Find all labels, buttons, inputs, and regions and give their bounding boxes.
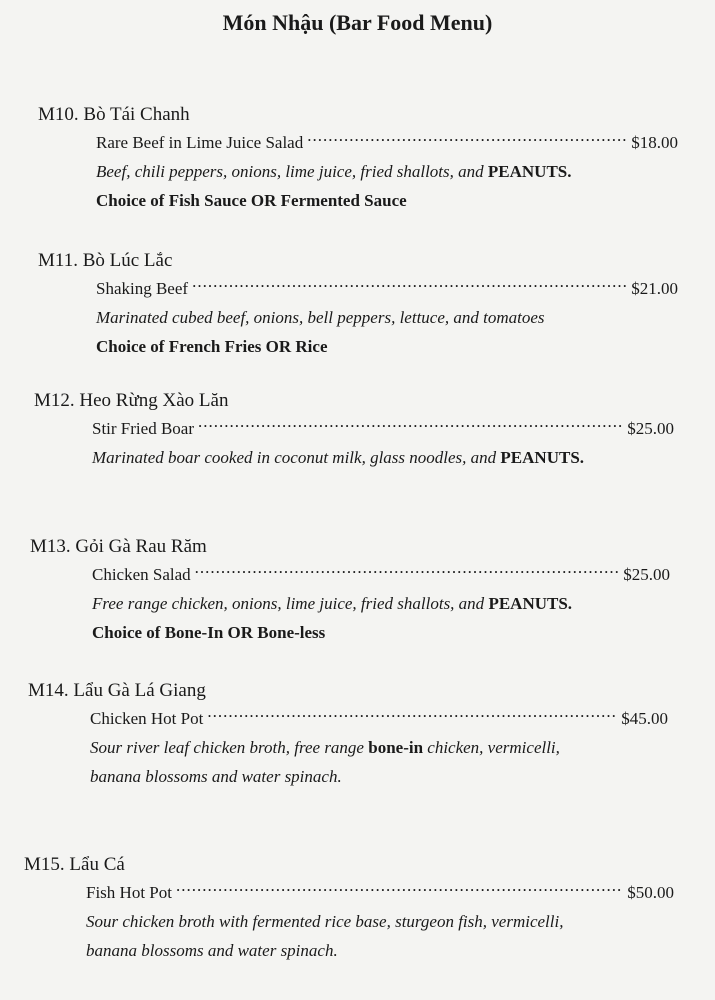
item-vn-name: Heo Rừng Xào Lăn	[79, 390, 229, 411]
item-vn-name: Lẩu Gà Lá Giang	[73, 680, 206, 701]
item-description: Sour river leaf chicken broth, free range bone-in chicken, vermicelli,	[90, 738, 560, 757]
item-en-name: Shaking Beef	[96, 279, 189, 298]
item-en-name: Stir Fried Boar	[92, 419, 194, 438]
item-choice: Choice of French Fries OR Rice	[96, 337, 328, 356]
menu-item-m11	[38, 248, 678, 361]
item-heading	[38, 248, 678, 274]
item-en-name: Chicken Salad	[92, 565, 191, 584]
item-description: Sour chicken broth with fermented rice base, sturgeon fish, vermicelli,	[86, 912, 564, 931]
item-description-line2: banana blossoms and water spinach.	[90, 767, 342, 786]
item-code: M12.	[34, 390, 75, 411]
item-price: $25.00	[623, 565, 670, 584]
item-en-name: Fish Hot Pot	[86, 883, 172, 902]
menu-title: Món Nhậu (Bar Food Menu)	[222, 10, 493, 35]
item-description: Marinated boar cooked in coconut milk, glass noodles, and PEANUTS.	[92, 448, 585, 467]
price-row	[96, 274, 678, 303]
item-description-line2: banana blossoms and water spinach.	[86, 941, 338, 960]
item-description: Beef, chili peppers, onions, lime juice, fried shallots, and PEANUTS.	[96, 162, 572, 181]
dot-leader	[195, 563, 620, 580]
menu-item-m12	[34, 388, 674, 472]
item-code: M13.	[30, 536, 71, 557]
item-en-name: Chicken Hot Pot	[90, 709, 204, 728]
item-heading	[24, 852, 674, 878]
item-code: M10.	[38, 104, 79, 125]
dot-leader	[307, 131, 627, 148]
item-heading	[30, 534, 670, 560]
item-heading	[34, 388, 674, 414]
menu-item-m14	[28, 678, 668, 791]
item-choice: Choice of Fish Sauce OR Fermented Sauce	[96, 191, 407, 210]
price-row	[90, 704, 668, 733]
item-price: $50.00	[627, 883, 674, 902]
price-row	[92, 414, 674, 443]
price-row	[92, 560, 670, 589]
item-vn-name: Bò Tái Chanh	[83, 104, 190, 125]
dot-leader	[198, 417, 623, 434]
item-vn-name: Bò Lúc Lắc	[82, 250, 173, 271]
price-row	[96, 128, 678, 157]
menu-item-m15	[24, 852, 674, 965]
item-code: M11.	[38, 250, 78, 271]
dot-leader	[192, 277, 627, 294]
item-price: $18.00	[631, 133, 678, 152]
dot-leader	[176, 881, 623, 898]
item-vn-name: Gỏi Gà Rau Răm	[75, 536, 207, 557]
item-price: $21.00	[631, 279, 678, 298]
price-row	[86, 878, 674, 907]
item-price: $25.00	[627, 419, 674, 438]
dot-leader	[207, 707, 617, 724]
menu-item-m10	[38, 102, 678, 215]
menu-item-m13	[30, 534, 670, 647]
item-code: M15.	[24, 854, 65, 875]
item-description: Free range chicken, onions, lime juice, fried shallots, and PEANUTS.	[92, 594, 573, 613]
item-choice: Choice of Bone-In OR Bone-less	[92, 623, 326, 642]
item-description: Marinated cubed beef, onions, bell peppers, lettuce, and tomatoes	[96, 308, 545, 327]
item-en-name: Rare Beef in Lime Juice Salad	[96, 133, 304, 152]
item-heading	[38, 102, 678, 128]
item-code: M14.	[28, 680, 69, 701]
item-price: $45.00	[621, 709, 668, 728]
item-heading	[28, 678, 668, 704]
item-vn-name: Lẩu Cá	[69, 854, 125, 875]
